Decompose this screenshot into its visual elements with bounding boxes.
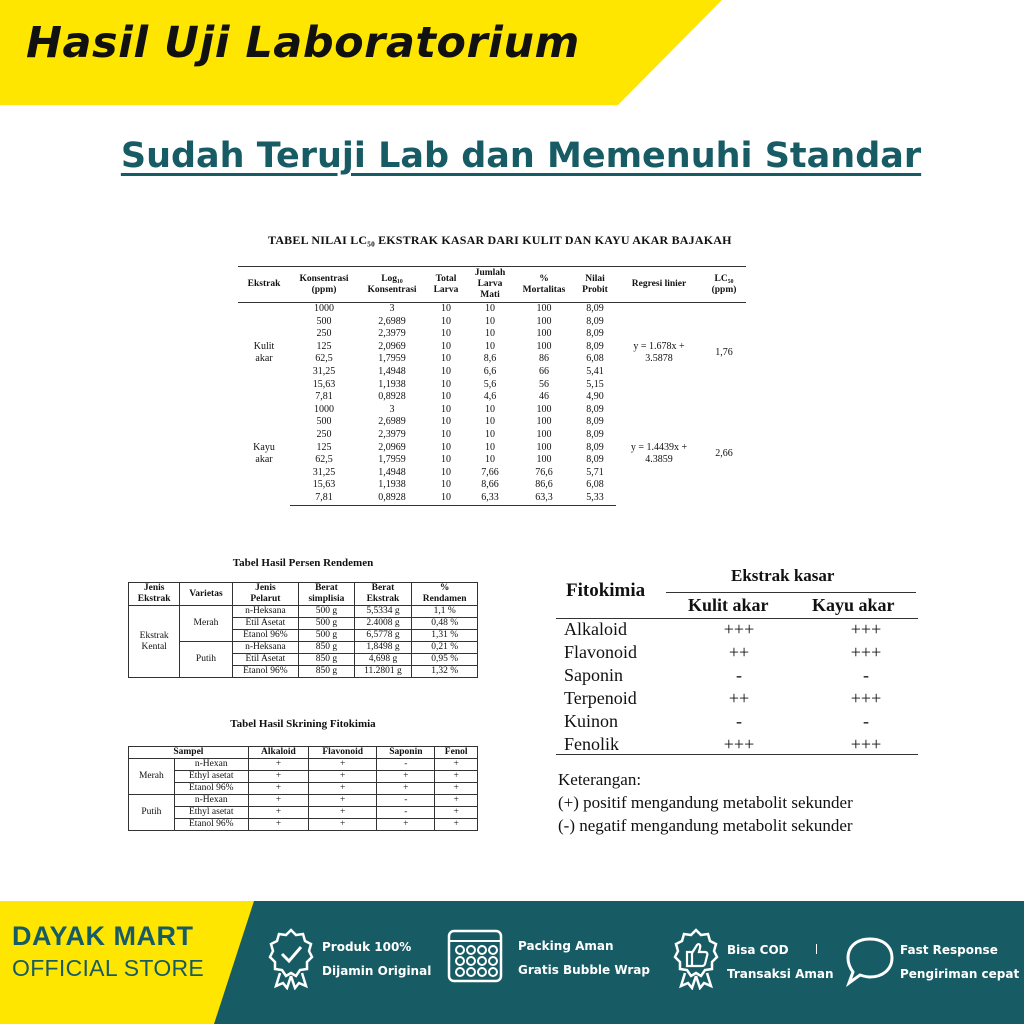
table-cell: 4,90: [586, 391, 604, 403]
divider: [556, 754, 918, 755]
table-cell: n-Heksana: [232, 642, 299, 654]
fitokimia-kulit: ++: [728, 642, 750, 662]
table-cell: +: [248, 795, 308, 807]
fitokimia-kayu: -: [863, 665, 869, 685]
col-header-sampel: Sampel: [129, 747, 249, 759]
feature-label: Bisa COD: [727, 943, 789, 957]
table-cell: 6,08: [586, 353, 604, 365]
col-header-jenis-pelarut: Jenis Pelarut: [232, 583, 299, 606]
table-cell: 100: [536, 303, 552, 314]
feature-sublabel: Pengiriman cepat: [900, 967, 1020, 981]
fitokimia-kayu: -: [863, 711, 869, 731]
feature-label: Produk 100%: [322, 940, 412, 954]
table-cell: 5,15: [586, 378, 604, 390]
fitokimia-name: Kuinon: [564, 711, 618, 731]
table-cell: 5,71: [586, 466, 604, 478]
table-cell: 10: [441, 303, 451, 314]
table-cell: +: [435, 759, 478, 771]
fitokimia-name: Saponin: [564, 665, 624, 685]
banner-title: Hasil Uji Laboratorium: [26, 18, 580, 68]
feature-packing: [518, 934, 650, 982]
table-cell: 1,1938: [378, 479, 406, 491]
table-row: [238, 303, 746, 316]
table-cell: 31,25: [312, 365, 336, 377]
fitokimia-kulit: -: [736, 711, 742, 731]
table-cell: 1,4948: [378, 466, 406, 478]
col-header-total: Total Larva: [426, 267, 466, 303]
table-row: [238, 404, 746, 417]
varietas-cell: Merah: [180, 606, 232, 642]
table-cell: 10: [485, 403, 495, 415]
table-cell: 10: [441, 315, 451, 327]
col-header-lc50: LC₅₀ (ppm): [702, 267, 746, 303]
table-cell: 850 g: [299, 666, 354, 678]
table-cell: 2.4008 g: [354, 618, 412, 630]
table-cell: 100: [536, 416, 552, 428]
table-row: [129, 807, 478, 819]
table-cell: 0,48 %: [412, 618, 478, 630]
col-header-mortalitas: % Mortalitas: [514, 267, 574, 303]
table-cell: 10: [441, 466, 451, 478]
table-cell: +: [435, 795, 478, 807]
table-cell: 0,8928: [378, 391, 406, 403]
table-cell: 11.2801 g: [354, 666, 412, 678]
table-cell: 6,33: [466, 492, 514, 505]
col-header-alkaloid: Alkaloid: [248, 747, 308, 759]
table-cell: -: [377, 759, 435, 771]
table-cell: +: [248, 759, 308, 771]
fitokimia-col-kayu: Kayu akar: [812, 595, 895, 615]
fitokimia-name: Fenolik: [564, 734, 620, 754]
fitokimia-header: Fitokimia: [566, 580, 646, 601]
table-cell: 100: [536, 340, 552, 352]
table-cell: 1,31 %: [412, 630, 478, 642]
fitokimia-name: Terpenoid: [564, 688, 637, 708]
skrining-table: [128, 746, 478, 831]
table-cell: 6,5778 g: [354, 630, 412, 642]
table-cell: 8,66: [481, 479, 499, 491]
col-header-jumlah: Jumlah Larva Mati: [466, 267, 514, 303]
varietas-cell: Putih: [180, 642, 232, 678]
table-cell: 8,09: [586, 303, 604, 314]
keterangan-negatif: (-) negatif mengandung metabolit sekunder: [558, 816, 853, 835]
table-cell: 500 g: [299, 630, 354, 642]
table-cell: 8,09: [586, 416, 604, 428]
fitokimia-kulit: +++: [723, 734, 755, 754]
table-cell: 8,09: [586, 403, 604, 415]
table-cell: 46: [539, 391, 549, 403]
table-cell: 8,09: [586, 315, 604, 327]
table-cell: 10: [485, 315, 495, 327]
table-cell: +: [248, 807, 308, 819]
regression-cell: [616, 404, 702, 505]
table-cell: Etanol 96%: [232, 666, 299, 678]
table-cell: 10: [441, 416, 451, 428]
col-header-varietas: Varietas: [180, 583, 232, 606]
fitokimia-col-kulit: Kulit akar: [688, 595, 769, 615]
regression-line: 4.3859: [645, 454, 673, 466]
col-header-log: Log₁₀ Konsentrasi: [358, 267, 426, 303]
table-cell: 10: [441, 378, 451, 390]
solvent-cell: Etanol 96%: [174, 783, 248, 795]
feature-cod: [727, 938, 834, 986]
table-cell: +: [377, 771, 435, 783]
table-cell: 10: [441, 340, 451, 352]
rendemen-table: [128, 582, 478, 678]
table-row: [129, 783, 478, 795]
table-cell: Etil Asetat: [232, 654, 299, 666]
table-cell: 250: [316, 428, 332, 440]
fitokimia-kayu: +++: [850, 734, 882, 754]
fitokimia-kayu: +++: [850, 642, 882, 662]
fitokimia-name: Flavonoid: [564, 642, 638, 662]
col-header-jenis-ekstrak: Jenis Ekstrak: [129, 583, 180, 606]
table-cell: 6,6: [483, 365, 497, 377]
table-cell: 100: [536, 403, 552, 415]
table-cell: 850 g: [299, 642, 354, 654]
fitokimia-kulit: +++: [723, 619, 755, 639]
table-cell: +: [248, 819, 308, 831]
table-cell: 15,63: [312, 479, 336, 491]
table-cell: 10: [441, 479, 451, 491]
solvent-cell: Etanol 96%: [174, 819, 248, 831]
table-cell: +: [435, 783, 478, 795]
group-name: Kulit: [253, 340, 275, 352]
table-cell: 10: [485, 328, 495, 340]
table-row: [129, 642, 478, 654]
table-cell: 10: [441, 365, 451, 377]
group-name: akar: [255, 454, 273, 466]
jenis-ekstrak: Kental: [141, 641, 167, 652]
table-cell: 100: [536, 441, 552, 453]
lc50-value: 2,66: [715, 448, 733, 460]
rendemen-table-title: Tabel Hasil Persen Rendemen: [232, 557, 374, 569]
table-cell: 100: [536, 454, 552, 466]
table-cell: 500: [316, 315, 332, 327]
lc50-value: 1,76: [715, 347, 733, 359]
table-cell: 5,6: [483, 378, 497, 390]
chat-bubble-icon: [844, 935, 896, 987]
keterangan-title: Keterangan:: [558, 770, 642, 789]
table-cell: 500: [316, 416, 332, 428]
col-header-probit: Nilai Probit: [574, 267, 616, 303]
solvent-cell: n-Hexan: [174, 759, 248, 771]
table-cell: 63,3: [514, 492, 574, 505]
page-subtitle: Sudah Teruji Lab dan Memenuhi Standar: [120, 136, 922, 176]
table-cell: +: [435, 771, 478, 783]
table-cell: 76,6: [535, 466, 553, 478]
table-cell: 62,5: [315, 454, 333, 466]
regression-line: 3.5878: [645, 353, 673, 365]
table-cell: 7,81: [315, 391, 333, 403]
table-cell: 7,66: [481, 466, 499, 478]
table-cell: 500 g: [299, 606, 354, 618]
table-cell: 2,6989: [378, 416, 406, 428]
brand-name: DAYAK MART: [12, 921, 194, 951]
table-cell: 0,8928: [358, 492, 426, 505]
table-cell: 125: [316, 340, 332, 352]
table-cell: 125: [316, 441, 332, 453]
divider: [666, 592, 916, 593]
thumbs-up-badge-icon: [670, 928, 722, 990]
table-cell: 2,0969: [378, 340, 406, 352]
table-cell: 1,4948: [378, 365, 406, 377]
table-cell: +: [377, 783, 435, 795]
table-cell: 1000: [314, 303, 334, 314]
table-cell: -: [377, 795, 435, 807]
table-cell: +: [248, 771, 308, 783]
table-cell: +: [308, 771, 376, 783]
table-cell: 3: [389, 403, 395, 415]
col-header-berat-ekstrak: Berat Ekstrak: [354, 583, 412, 606]
table-cell: 2,0969: [378, 441, 406, 453]
table-cell: 1,7959: [378, 353, 406, 365]
feature-label: Packing Aman: [518, 939, 614, 953]
table-cell: 1,1938: [378, 378, 406, 390]
table-row: [129, 759, 478, 771]
sampel-group-cell: Merah: [129, 759, 175, 795]
table-cell: Etanol 96%: [232, 630, 299, 642]
table-cell: 15,63: [312, 378, 336, 390]
top-banner: [0, 0, 1024, 105]
skrining-table-title: Tabel Hasil Skrining Fitokimia: [230, 718, 376, 730]
table-cell: 4,698 g: [354, 654, 412, 666]
solvent-cell: Ethyl asetat: [174, 807, 248, 819]
feature-sublabel: Dijamin Original: [322, 964, 432, 978]
group-name: Kayu: [253, 441, 275, 453]
table-cell: 10: [426, 492, 466, 505]
table-row: [129, 771, 478, 783]
table-cell: 10: [485, 416, 495, 428]
table-cell: +: [248, 783, 308, 795]
jenis-ekstrak-cell: [129, 606, 180, 678]
table-cell: 10: [441, 391, 451, 403]
jenis-ekstrak: Ekstrak: [139, 630, 169, 641]
fitokimia-kulit: -: [736, 665, 742, 685]
keterangan: [558, 768, 853, 837]
fitokimia-name: Alkaloid: [564, 619, 627, 639]
feature-fast-response: [900, 938, 1019, 986]
feature-sublabel: Gratis Bubble Wrap: [518, 963, 650, 977]
regression-line: y = 1.678x +: [633, 340, 685, 352]
table-cell: -: [377, 807, 435, 819]
solvent-cell: n-Hexan: [174, 795, 248, 807]
fitokimia-kulit: ++: [728, 688, 750, 708]
table-cell: +: [435, 807, 478, 819]
table-cell: 10: [485, 303, 495, 314]
table-cell: 10: [441, 441, 451, 453]
table-cell: 4,6: [483, 391, 497, 403]
col-header-flavonoid: Flavonoid: [308, 747, 376, 759]
table-cell: 5,33: [574, 492, 616, 505]
col-header-ekstrak: Ekstrak: [238, 267, 290, 303]
table-cell: 500 g: [299, 618, 354, 630]
col-header-fenol: Fenol: [435, 747, 478, 759]
badge-check-icon: [266, 928, 316, 990]
col-header-konsentrasi: Konsentrasi (ppm): [290, 267, 358, 303]
table-cell: 100: [536, 315, 552, 327]
fitokimia-kayu: +++: [850, 688, 882, 708]
keterangan-positif: (+) positif mengandung metabolit sekunder: [558, 793, 853, 812]
feature-original: [322, 935, 431, 983]
table-cell: +: [377, 819, 435, 831]
table-cell: 100: [536, 328, 552, 340]
group-name-cell: [238, 404, 290, 505]
table-cell: 8,09: [586, 340, 604, 352]
table-cell: 10: [441, 328, 451, 340]
table-cell: +: [308, 807, 376, 819]
table-cell: 8,09: [586, 328, 604, 340]
table-row: [129, 819, 478, 831]
table-cell: 31,25: [312, 466, 336, 478]
table-cell: 7,81: [290, 492, 358, 505]
table-cell: +: [308, 795, 376, 807]
table-cell: 86: [539, 353, 549, 365]
table-cell: 8,09: [586, 454, 604, 466]
table-cell: 2,3979: [378, 428, 406, 440]
solvent-cell: Ethyl asetat: [174, 771, 248, 783]
table-cell: 1000: [314, 403, 334, 415]
table-cell: 66: [539, 365, 549, 377]
table-cell: 8,09: [586, 441, 604, 453]
lc50-table-title: TABEL NILAI LC₅₀ EKSTRAK KASAR DARI KULIT DAN KAYU AKAR BAJAKAH: [268, 233, 732, 247]
table-row: [129, 795, 478, 807]
bubble-wrap-icon: [446, 928, 504, 986]
table-cell: +: [435, 819, 478, 831]
table-cell: 1,8498 g: [354, 642, 412, 654]
table-cell: 0,21 %: [412, 642, 478, 654]
col-header-rendemen: % Rendamen: [412, 583, 478, 606]
brand-subtitle: OFFICIAL STORE: [12, 955, 205, 981]
group-name: akar: [255, 353, 273, 365]
col-header-saponin: Saponin: [377, 747, 435, 759]
table-cell: 850 g: [299, 654, 354, 666]
divider: [816, 944, 817, 954]
feature-sublabel: Transaksi Aman: [727, 967, 834, 981]
table-cell: 0,95 %: [412, 654, 478, 666]
table-cell: 62,5: [315, 353, 333, 365]
table-cell: 1,32 %: [412, 666, 478, 678]
table-cell: 8,09: [586, 428, 604, 440]
table-cell: 10: [441, 403, 451, 415]
table-cell: 5,41: [586, 365, 604, 377]
table-cell: 10: [441, 454, 451, 466]
feature-label: Fast Response: [900, 943, 998, 957]
table-cell: 56: [539, 378, 549, 390]
table-cell: +: [308, 759, 376, 771]
table-cell: 10: [485, 441, 495, 453]
table-cell: 10: [485, 454, 495, 466]
table-cell: 1,1 %: [412, 606, 478, 618]
table-cell: 2,3979: [378, 328, 406, 340]
table-cell: 8,6: [483, 353, 497, 365]
regression-line: y = 1.4439x +: [630, 441, 688, 453]
table-cell: 86,6: [535, 479, 553, 491]
table-cell: 2,6989: [378, 315, 406, 327]
col-header-regresi: Regresi linier: [616, 267, 702, 303]
table-cell: 6,08: [586, 479, 604, 491]
table-cell: n-Heksana: [232, 606, 299, 618]
table-cell: 5,5334 g: [354, 606, 412, 618]
table-cell: 100: [536, 428, 552, 440]
table-cell: 10: [441, 428, 451, 440]
table-cell: +: [308, 819, 376, 831]
fitokimia-kayu: +++: [850, 619, 882, 639]
fitokimia-group-header: Ekstrak kasar: [731, 566, 835, 585]
table-cell: 250: [316, 328, 332, 340]
table-cell: 10: [485, 428, 495, 440]
table-cell: 3: [389, 303, 395, 314]
col-header-berat-simplisia: Berat simplisia: [299, 583, 354, 606]
group-name-cell: [238, 303, 290, 404]
table-cell: Etil Asetat: [232, 618, 299, 630]
lc50-table: [238, 266, 746, 506]
table-row: [129, 606, 478, 618]
table-cell: 1,7959: [378, 454, 406, 466]
regression-cell: [616, 303, 702, 404]
table-cell: 10: [485, 340, 495, 352]
table-cell: 10: [441, 353, 451, 365]
table-cell: +: [308, 783, 376, 795]
sampel-group-cell: Putih: [129, 795, 175, 831]
